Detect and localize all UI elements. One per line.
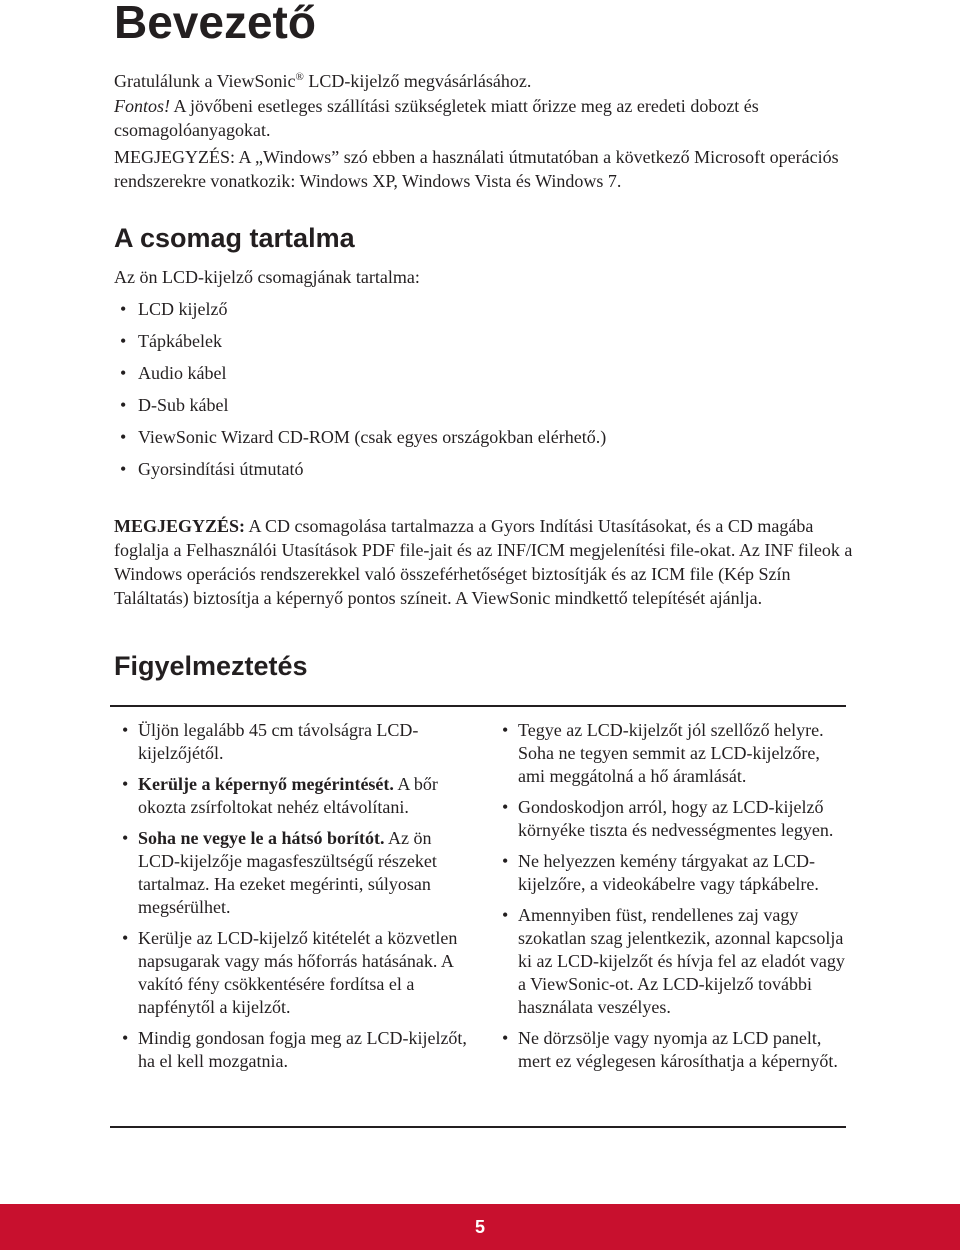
list-item [494,850,850,896]
list-item-text: Gyorsindítási útmutató [138,459,304,479]
page-title: Bevezető [114,0,316,48]
list-item-text: Audio kábel [138,363,227,383]
list-item [494,796,850,842]
warning-bold: Soha ne vegye le a hátsó borítót. [138,828,385,848]
package-list [114,297,854,489]
list-item [114,827,476,919]
important-text: A jövőbeni esetleges szállítási szükségletek miatt őrizze meg az eredeti dobozt és csomagolóanyagokat. [114,96,759,140]
windows-note [114,145,854,193]
bullet-icon: • [502,720,509,740]
bullet-icon: • [502,1028,509,1048]
cd-note-label: MEGJEGYZÉS: [114,516,246,536]
important-paragraph [114,94,854,142]
warning-text: Ne helyezzen kemény tárgyakat az LCD-kijelzőre, a videokábelre vagy tápkábelre. [518,851,819,894]
page-number: 5 [474,1216,485,1237]
package-heading: A csomag tartalma [114,223,355,253]
bullet-icon: • [120,427,127,447]
bullet-icon: • [122,1028,129,1048]
warning-text: Kerülje az LCD-kijelző kitételét a közvetlen napsugarak vagy más hőforrás hatásának. A vakító fény csökkentésére fordítsa el a napfénytől a kijelzőt. [138,928,458,1017]
warnings-left-column [114,719,476,1081]
bullet-icon: • [120,299,127,319]
list-item [114,297,854,329]
note-label: MEGJEGYZÉS: [114,147,235,167]
bullet-icon: • [120,395,127,415]
list-item [494,1027,850,1073]
list-item [114,425,854,457]
bullet-icon: • [122,720,129,740]
list-item-text: Tápkábelek [138,331,222,351]
note-text: A „Windows” szó ebben a használati útmutatóban a következő Microsoft operációs rendszerekre vonatkozik: Windows XP, Windows Vista és Windows 7. [114,147,839,191]
bullet-icon: • [502,905,509,925]
bullet-icon: • [502,797,509,817]
congrats-main: Gratulálunk a ViewSonic [114,71,296,91]
list-item [494,719,850,788]
list-item-text: D-Sub kábel [138,395,229,415]
warning-text: Amennyiben füst, rendellenes zaj vagy szokatlan szag jelentkezik, azonnal kapcsolja ki az LCD-kijelzőt és hívja fel az eladót vagy a ViewSonic-ot. Az LCD-kijelző további használata veszélyes. [518,905,845,1017]
warning-text: Üljön legalább 45 cm távolságra LCD-kijelzőjétől. [138,720,419,763]
top-divider [110,705,846,707]
warnings-heading: Figyelmeztetés [114,651,308,681]
cd-note-text: A CD csomagolása tartalmazza a Gyors Indítási Utasításokat, és a CD magába foglalja a Felhasználói Utasítások PDF file-jait és az INF/ICM megjelenítési file-okat. Az INF fileok a Windows operációs rendszerekkel való összeférhetőséget biztosítják és az ICM file (Kép Szín Találtatás) biztosítja a képernyő pontos színeit. A ViewSonic mindkettő telepítését ajánlja. [114,516,853,608]
list-item [494,904,850,1019]
important-label: Fontos! [114,96,170,116]
bullet-icon: • [122,774,129,794]
cd-note [114,514,854,610]
bullet-icon: • [120,331,127,351]
registered-mark: ® [295,71,304,83]
warning-text: A bőr okozta zsírfoltokat nehéz eltávolítani. [138,774,438,817]
list-item [114,329,854,361]
bottom-divider [110,1126,846,1128]
bullet-icon: • [120,459,127,479]
list-item [114,361,854,393]
bullet-icon: • [120,363,127,383]
list-item [114,1027,476,1073]
bullet-icon: • [502,851,509,871]
list-item [114,773,476,819]
list-item [114,927,476,1019]
congrats-text [114,65,854,93]
page-footer [0,1204,960,1250]
warning-text: Ne dörzsölje vagy nyomja az LCD panelt, mert ez véglegesen károsíthatja a képernyőt. [518,1028,838,1071]
bullet-icon: • [122,828,129,848]
warning-text: Az ön LCD-kijelzője magasfeszültségű részeket tartalmaz. Ha ezeket megérinti, súlyosan megsérülhet. [138,828,437,917]
list-item-text: LCD kijelző [138,299,228,319]
warnings-right-column [494,719,850,1081]
list-item [114,719,476,765]
list-item [114,393,854,425]
warning-text: Gondoskodjon arról, hogy az LCD-kijelző környéke tiszta és nedvességmentes legyen. [518,797,834,840]
list-item [114,457,854,489]
package-lead: Az ön LCD-kijelző csomagjának tartalma: [114,267,420,287]
list-item-text: ViewSonic Wizard CD-ROM (csak egyes országokban elérhető.) [138,427,607,447]
bullet-icon: • [122,928,129,948]
warning-text: Mindig gondosan fogja meg az LCD-kijelzőt, ha el kell mozgatnia. [138,1028,467,1071]
warning-text: Tegye az LCD-kijelzőt jól szellőző helyre. Soha ne tegyen semmit az LCD-kijelzőre, ami meggátolná a hő áramlását. [518,720,824,786]
warning-bold: Kerülje a képernyő megérintését. [138,774,394,794]
congrats-rest: LCD-kijelző megvásárlásához. [303,71,532,91]
